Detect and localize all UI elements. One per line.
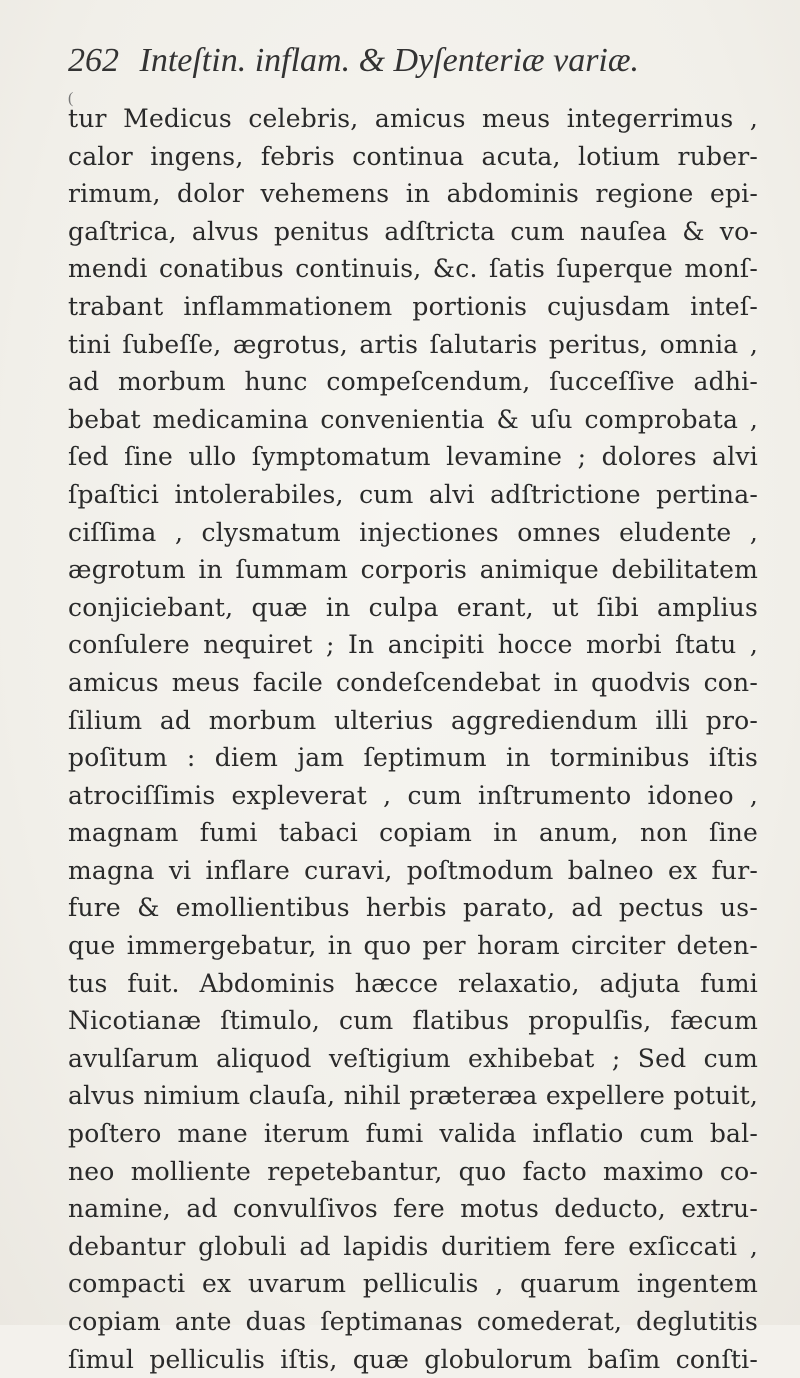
- text-line: mendi conatibus continuis, &c. ſatis ſuperque monſ-: [68, 254, 758, 284]
- text-line: poſitum : diem jam ſeptimum in torminibus iſtis: [68, 743, 758, 773]
- text-line: conſulere nequiret ; In ancipiti hocce morbi ſtatu ,: [68, 630, 758, 660]
- text-line: trabant inflammationem portionis cujusdam inteſ-: [68, 291, 758, 321]
- text-line: rimum, dolor vehemens in abdominis regione epi-: [68, 179, 758, 209]
- text-line: ſed ſine ullo ſymptomatum levamine ; dolores alvi: [68, 442, 758, 472]
- stray-mark: (: [68, 90, 74, 107]
- text-line: ægrotum in ſummam corporis animique debilitatem: [68, 555, 758, 585]
- text-line: copiam ante duas ſeptimanas comederat, deglutitis: [68, 1307, 758, 1336]
- text-line: tus fuit. Abdominis hæcce relaxatio, adjuta fumi: [68, 968, 758, 998]
- text-line: tini ſubeſſe, ægrotus, artis ſalutaris peritus, omnia ,: [68, 329, 758, 359]
- text-line: avulſarum aliquod veſtigium exhibebat ; Sed cum: [68, 1043, 758, 1073]
- text-line: debantur globuli ad lapidis duritiem fere exſiccati ,: [68, 1231, 758, 1261]
- text-line: compacti ex uvarum pelliculis , quarum ingentem: [68, 1269, 758, 1299]
- text-line: neo molliente repetebantur, quo facto maximo co-: [68, 1156, 758, 1186]
- running-header: [68, 36, 748, 86]
- body-text: [68, 100, 758, 1378]
- text-line: ad morbum hunc compeſcendum, ſucceſſive adhi-: [68, 367, 758, 397]
- text-line: tur Medicus celebris, amicus meus integerrimus ,: [68, 104, 758, 133]
- text-line: namine, ad convulſivos fere motus deducto, extru-: [68, 1194, 758, 1224]
- text-line: amicus meus facile condeſcendebat in quodvis con-: [68, 667, 758, 697]
- text-line: ſimul pelliculis iſtis, quæ globulorum baſim conſti-: [68, 1344, 758, 1374]
- text-line: Nicotianæ ſtimulo, cum flatibus propulſis, fæcum: [68, 1006, 758, 1036]
- running-title: Inteſtin. inflam. & Dyſenteriæ variæ.: [139, 42, 640, 79]
- text-line: fure & emollientibus herbis parato, ad pectus us-: [68, 893, 758, 923]
- text-line: gaſtrica, alvus penitus adſtricta cum nauſea & vo-: [68, 216, 758, 246]
- text-line: atrociſſimis expleverat , cum inſtrumento idoneo ,: [68, 780, 758, 810]
- text-line: que immergebatur, in quo per horam circiter deten-: [68, 931, 758, 961]
- text-line: magnam fumi tabaci copiam in anum, non ſine: [68, 818, 758, 848]
- page-number: 262: [68, 42, 119, 79]
- text-line: poſtero mane iterum fumi valida inflatio cum bal-: [68, 1119, 758, 1149]
- text-line: ciſſima , clysmatum injectiones omnes eludente ,: [68, 517, 758, 547]
- text-line: magna vi inflare curavi, poſtmodum balneo ex fur-: [68, 855, 758, 885]
- text-line: bebat medicamina convenientia & uſu comprobata ,: [68, 404, 758, 434]
- text-line: ſpaſtici intolerabiles, cum alvi adſtrictione pertina-: [68, 479, 758, 509]
- text-line: alvus nimium clauſa, nihil præteræa expellere potuit,: [68, 1081, 758, 1111]
- text-line: calor ingens, febris continua acuta, lotium ruber-: [68, 141, 758, 171]
- text-line: conjiciebant, quæ in culpa erant, ut ſibi amplius: [68, 592, 758, 622]
- text-line: ſilium ad morbum ulterius aggrediendum illi pro-: [68, 705, 758, 735]
